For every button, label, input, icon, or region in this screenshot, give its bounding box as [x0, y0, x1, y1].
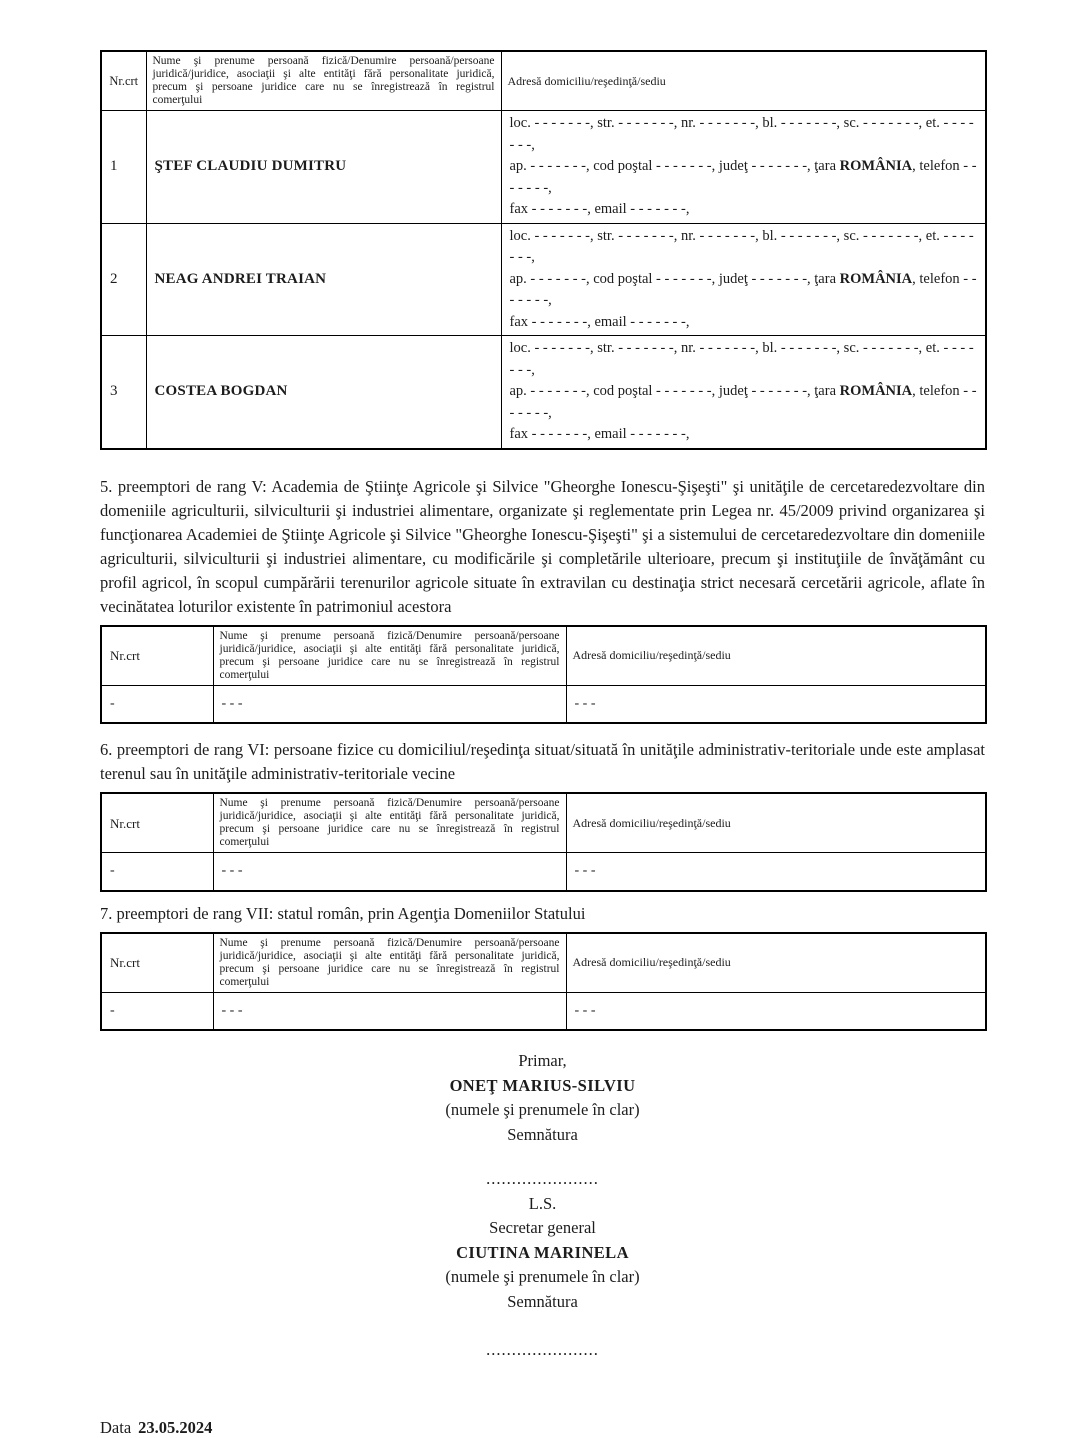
signature-label: Semnătura [507, 1124, 578, 1144]
col-header-address: Adresă domiciliu/reşedinţă/sediu [566, 626, 986, 686]
table-header-row [101, 51, 986, 111]
address-line-1: loc. - - - - - - -, str. - - - - - - -, nr. - - - - - - -, bl. - - - - - - -, sc. - - - - - - -, et. - - - - - - -, [509, 340, 974, 378]
country-name: ROMÂNIA [839, 270, 913, 287]
signature-dots-line: ...................... [486, 1340, 599, 1359]
table-row [101, 111, 986, 224]
address-line-2: ap. - - - - - - -, cod poştal - - - - - - -, judeţ - - - - - - -, ţara ROMÂNIA, telefon - - - - - - -, [509, 158, 977, 196]
rank5-table [100, 625, 987, 725]
spacer [100, 1147, 985, 1167]
table-header-row [101, 793, 986, 853]
row-number: 1 [101, 111, 146, 224]
spacer [100, 1314, 985, 1338]
row-number: - [101, 992, 213, 1030]
primar-title: Primar, [518, 1051, 567, 1070]
signature-block [100, 1049, 985, 1363]
row-number: 3 [101, 336, 146, 449]
paragraph-rank7: 7. preemptori de rang VII: statul român, prin Agenţia Domeniilor Statului [100, 903, 586, 923]
document-page [100, 50, 985, 1438]
table-row-empty [101, 992, 986, 1030]
col-header-address: Adresă domiciliu/reşedinţă/sediu [566, 793, 986, 853]
col-header-address: Adresă domiciliu/reşedinţă/sediu [501, 51, 986, 111]
preemptor-name: NEAG ANDREI TRAIAN [146, 223, 501, 336]
address-line-3: fax - - - - - - -, email - - - - - - -, [509, 426, 690, 442]
address-line-3: fax - - - - - - -, email - - - - - - -, [509, 313, 690, 330]
country-name: ROMÂNIA [839, 158, 913, 174]
col-header-name: Nume şi prenume persoană fizică/Denumire persoană/persoane juridică/juridice, asociaţii şi alte entităţi fără personalitate juridică, precum şi persoane juridice care nu se înregistrează în registrul comerţului [213, 933, 566, 993]
date-value: 23.05.2024 [138, 1417, 213, 1437]
col-header-name: Nume şi prenume persoană fizică/Denumire persoană/persoane juridică/juridice, asociaţii şi alte entităţi fără personalitate juridică, precum şi persoane juridice care nu se înregistrează în registrul comerţului [213, 626, 566, 686]
table-row [101, 223, 986, 336]
col-header-name: Nume şi prenume persoană fizică/Denumire persoană/persoane juridică/juridice, asociaţii şi alte entităţi fără personalitate juridică, precum şi persoane juridice care nu se înregistrează în registrul comerţului [213, 793, 566, 853]
signature-label: Semnătura [507, 1291, 578, 1311]
preemptor-address [501, 111, 986, 224]
preemptor-name: - - - [213, 992, 566, 1030]
name-note: (numele şi prenumele în clar) [445, 1267, 640, 1286]
col-header-address: Adresă domiciliu/reşedinţă/sediu [566, 933, 986, 993]
preemptor-name: COSTEA BOGDAN [146, 336, 501, 449]
row-number: 2 [101, 223, 146, 336]
primar-name: ONEŢ MARIUS-SILVIU [449, 1075, 636, 1095]
table-header-row [101, 933, 986, 993]
secretary-title: Secretar general [489, 1218, 596, 1237]
row-number: - [101, 853, 213, 891]
preemptor-address: - - - [566, 685, 986, 723]
address-line-3: fax - - - - - - -, email - - - - - - -, [509, 201, 690, 217]
col-header-nr: Nr.crt [101, 793, 213, 853]
address-line-1: loc. - - - - - - -, str. - - - - - - -, nr. - - - - - - -, bl. - - - - - - -, sc. - - - - - - -, et. - - - - - - -, [509, 227, 974, 265]
col-header-name: Nume şi prenume persoană fizică/Denumire persoană/persoane juridică/juridice, asociaţii şi alte entităţi fără personalitate juridică, precum şi persoane juridice care nu se înregistrează în registrul comerţului [146, 51, 501, 111]
table-row-empty [101, 853, 986, 891]
preemptor-name: - - - [213, 853, 566, 891]
secretary-name: CIUTINA MARINELA [456, 1242, 629, 1262]
preemptor-name: - - - [213, 685, 566, 723]
table-row [101, 336, 986, 449]
date-line [100, 1418, 985, 1438]
preemptor-name: ŞTEF CLAUDIU DUMITRU [146, 111, 501, 224]
ls-label: L.S. [528, 1193, 557, 1213]
table-header-row [101, 626, 986, 686]
paragraph-rank6: 6. preemptori de rang VI: persoane fizice cu domiciliul/reşedinţa situat/situată în unităţile administrativ-teritoriale unde este amplasat terenul sau în unităţile administrativ-teritoriale vecine [100, 740, 985, 783]
address-line-2: ap. - - - - - - -, cod poştal - - - - - - -, judeţ - - - - - - -, ţara ROMÂNIA, telefon - - - - - - -, [509, 383, 977, 421]
preemptor-address [501, 223, 986, 336]
preemptor-address: - - - [566, 992, 986, 1030]
country-name: ROMÂNIA [839, 383, 913, 399]
rank7-table [100, 932, 987, 1032]
col-header-nr: Nr.crt [101, 51, 146, 111]
rank6-table [100, 792, 987, 892]
row-number: - [101, 685, 213, 723]
signature-dots-line: ...................... [486, 1169, 599, 1188]
preemptors-main-table [100, 50, 987, 450]
col-header-nr: Nr.crt [101, 626, 213, 686]
address-line-1: loc. - - - - - - -, str. - - - - - - -, nr. - - - - - - -, bl. - - - - - - -, sc. - - - - - - -, et. - - - - - - -, [509, 115, 974, 153]
address-line-2: ap. - - - - - - -, cod poştal - - - - - - -, judeţ - - - - - - -, ţara ROMÂNIA, telefon - - - - - - -, [509, 270, 977, 308]
col-header-nr: Nr.crt [101, 933, 213, 993]
paragraph-rank5: 5. preemptori de rang V: Academia de Ştiinţe Agricole şi Silvice "Gheorghe Ionescu-Şişeşti" şi unităţile de cercetaredezvoltare din domeniile agriculturii, silviculturii şi industriei alimentare, organizate şi reglementate prin Legea nr. 45/2009 privind organizarea şi funcţionarea Academiei de Ştiinţe Agricole şi Silvice "Gheorghe Ionescu-Şişeşti" şi a sistemului de cercetaredezvoltare din domeniile agriculturii, silviculturii şi industriei alimentare, cu modificările şi completările ulterioare, precum şi instituţiile de învăţământ cu profil agricol, în scopul cumpărării terenurilor agricole situate în extravilan cu destinaţia strict necesară cercetării agricole, aflate în vecinătatea loturilor existente în patrimoniul acestora [100, 476, 985, 616]
name-note: (numele şi prenumele în clar) [445, 1100, 640, 1119]
date-label: Data [100, 1417, 132, 1437]
preemptor-address [501, 336, 986, 449]
preemptor-address: - - - [566, 853, 986, 891]
table-row-empty [101, 685, 986, 723]
